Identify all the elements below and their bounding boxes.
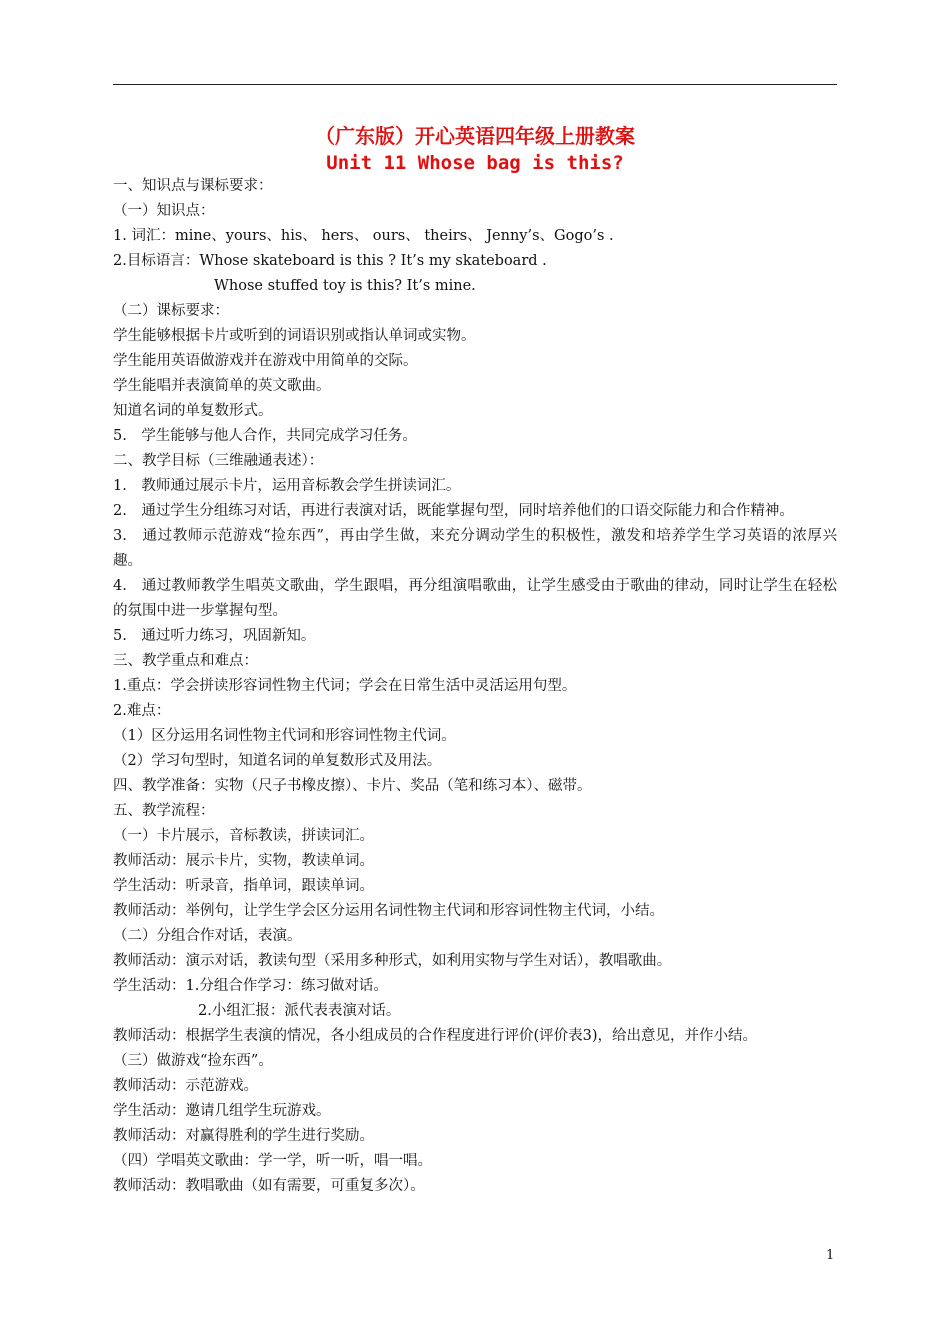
paragraph: 2. 通过学生分组练习对话，再进行表演对话，既能掌握句型，同时培养他们的口语交际能力和合作精神。 — [113, 503, 794, 519]
subsection-heading: （四）学唱英文歌曲：学一学，听一听，唱一唱。 — [113, 1153, 432, 1169]
paragraph: 教师活动：教唱歌曲（如有需要，可重复多次）。 — [113, 1178, 425, 1194]
paragraph: （1）区分运用名词性物主代词和形容词性物主代词。 — [113, 728, 456, 744]
paragraph: 学生活动：听录音，指单词，跟读单词。 — [113, 878, 374, 894]
paragraph: （2）学习句型时，知道名词的单复数形式及用法。 — [113, 753, 442, 769]
header-rule — [113, 84, 837, 85]
subsection-heading: （三）做游戏“捡东西”。 — [113, 1053, 273, 1069]
paragraph: 学生活动：1.分组合作学习：练习做对话。 — [113, 978, 388, 994]
section-heading: 三、教学重点和难点： — [113, 653, 258, 669]
paragraph: 教师活动：展示卡片，实物，教读单词。 — [113, 853, 374, 869]
document-title: （广东版）开心英语四年级上册教案 — [315, 124, 635, 148]
paragraph: 知道名词的单复数形式。 — [113, 403, 273, 419]
subsection-heading: （二）分组合作对话，表演。 — [113, 928, 302, 944]
paragraph: 2.小组汇报：派代表表演对话。 — [198, 1003, 401, 1019]
paragraph: 教师活动：演示对话，教读句型（采用多种形式，如利用实物与学生对话），教唱歌曲。 — [113, 953, 672, 969]
paragraph: 3. 通过教师示范游戏“捡东西”，再由学生做，来充分调动学生的积极性，激发和培养学生学习英语的浓厚兴趣。 — [113, 528, 837, 569]
paragraph: 教师活动：根据学生表演的情况，各小组成员的合作程度进行评价(评价表3)，给出意见，并作小结。 — [113, 1028, 758, 1044]
paragraph: 学生能够根据卡片或听到的词语识别或指认单词或实物。 — [113, 328, 476, 344]
paragraph: 学生活动：邀请几组学生玩游戏。 — [113, 1103, 331, 1119]
document-body — [113, 174, 837, 1199]
subsection-heading: （一）卡片展示，音标教读，拼读词汇。 — [113, 828, 374, 844]
paragraph: 1. 词汇：mine、yours、his、 hers、 ours、 theirs、 Jenny’s、Gogo’s . — [113, 228, 614, 244]
subsection-heading: （一）知识点： — [113, 203, 215, 219]
page-number: 1 — [826, 1248, 835, 1263]
paragraph: 学生能用英语做游戏并在游戏中用简单的交际。 — [113, 353, 418, 369]
subsection-heading: （二）课标要求： — [113, 303, 229, 319]
paragraph: 4. 通过教师教学生唱英文歌曲，学生跟唱，再分组演唱歌曲，让学生感受由于歌曲的律动，同时让学生在轻松的氛围中进一步掌握句型。 — [113, 578, 837, 619]
paragraph: 教师活动：对赢得胜利的学生进行奖励。 — [113, 1128, 374, 1144]
paragraph: 教师活动：举例句，让学生学会区分运用名词性物主代词和形容词性物主代词，小结。 — [113, 903, 664, 919]
unit-title: Unit 11 Whose bag is this? — [326, 152, 624, 174]
paragraph: 教师活动：示范游戏。 — [113, 1078, 258, 1094]
section-heading: 四、教学准备：实物（尺子书橡皮擦）、卡片、奖品（笔和练习本）、磁带。 — [113, 778, 592, 794]
paragraph: 学生能唱并表演简单的英文歌曲。 — [113, 378, 331, 394]
paragraph: 5. 通过听力练习，巩固新知。 — [113, 628, 316, 644]
section-heading: 一、知识点与课标要求： — [113, 178, 273, 194]
paragraph: 1. 教师通过展示卡片，运用音标教会学生拼读词汇。 — [113, 478, 461, 494]
paragraph: 2.难点： — [113, 703, 171, 719]
paragraph: 1.重点：学会拼读形容词性物主代词；学会在日常生活中灵活运用句型。 — [113, 678, 577, 694]
paragraph: Whose stuffed toy is this? It’s mine. — [214, 278, 476, 294]
paragraph: 5. 学生能够与他人合作，共同完成学习任务。 — [113, 428, 417, 444]
section-heading: 五、教学流程： — [113, 803, 215, 819]
section-heading: 二、教学目标（三维融通表述）： — [113, 453, 324, 469]
paragraph: 2.目标语言：Whose skateboard is this ? It’s my skateboard . — [113, 253, 547, 269]
